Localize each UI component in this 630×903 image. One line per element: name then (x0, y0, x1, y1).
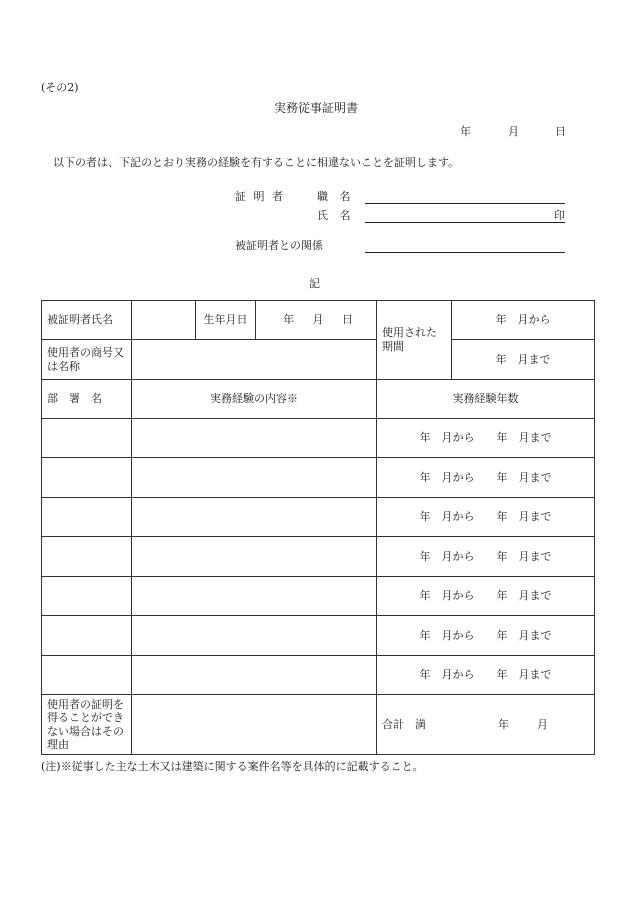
range-cell[interactable]: 年 月から 年 月まで (377, 616, 595, 656)
birthdate-field[interactable] (256, 301, 377, 340)
ki-heading: 記 (309, 277, 320, 290)
page-number: (その2) (41, 81, 79, 94)
document-title: 実務従事証明書 (274, 101, 359, 115)
reason-field[interactable] (132, 695, 377, 755)
birthdate-label: 生年月日 (196, 301, 256, 340)
certification-statement: 以下の者は、下記のとおり実務の経験を有することに相違ないことを証明します。 (53, 156, 460, 169)
table-row (42, 498, 595, 537)
range-cell[interactable]: 年 月から 年 月まで (377, 656, 595, 695)
period-from[interactable]: 年 月から (452, 301, 595, 340)
experience-table (41, 300, 595, 755)
relation-field[interactable] (365, 252, 565, 253)
content-cell[interactable] (132, 498, 377, 537)
content-cell[interactable] (132, 537, 377, 577)
position-field[interactable] (365, 203, 565, 204)
person-name-field[interactable] (132, 301, 196, 340)
content-header: 実務経験の内容※ (132, 380, 377, 419)
table-row (42, 419, 595, 458)
content-cell[interactable] (132, 458, 377, 498)
birth-year: 年 (283, 313, 294, 327)
birth-day: 日 (342, 313, 353, 327)
table-row (42, 537, 595, 577)
range-cell[interactable]: 年 月から 年 月まで (377, 537, 595, 577)
years-header: 実務経験年数 (377, 380, 595, 419)
seal-mark: 印 (554, 209, 565, 222)
department-cell[interactable] (42, 458, 132, 498)
range-cell[interactable]: 年 月から 年 月まで (377, 498, 595, 537)
total-year: 年 (498, 717, 509, 731)
name-label: 氏 名 (317, 209, 351, 222)
content-cell[interactable] (132, 656, 377, 695)
total-label: 合計 満 (382, 717, 426, 731)
name-field[interactable] (365, 222, 565, 223)
reason-label: 使用者の証明を得ることができない場合はその理由 (42, 695, 132, 755)
certifier-label: 証 明 者 (235, 190, 283, 203)
content-cell[interactable] (132, 577, 377, 616)
department-cell[interactable] (42, 616, 132, 656)
department-cell[interactable] (42, 419, 132, 458)
position-label: 職 名 (317, 190, 351, 203)
table-row (42, 458, 595, 498)
range-cell[interactable]: 年 月から 年 月まで (377, 577, 595, 616)
range-cell[interactable]: 年 月から 年 月まで (377, 458, 595, 498)
table-row (42, 656, 595, 695)
employer-field[interactable] (132, 340, 377, 380)
content-cell[interactable] (132, 419, 377, 458)
department-cell[interactable] (42, 577, 132, 616)
department-header: 部 署 名 (42, 380, 132, 419)
range-cell[interactable]: 年 月から 年 月まで (377, 419, 595, 458)
date-month: 月 (508, 125, 519, 138)
total-cell[interactable] (377, 695, 595, 755)
date-day: 日 (555, 125, 566, 138)
table-row (42, 577, 595, 616)
relation-label: 被証明者との関係 (235, 239, 323, 252)
date-year: 年 (460, 125, 471, 138)
content-cell[interactable] (132, 616, 377, 656)
birth-month: 月 (312, 313, 324, 327)
period-to[interactable]: 年 月まで (452, 340, 595, 380)
person-name-label: 被証明者氏名 (42, 301, 132, 340)
department-cell[interactable] (42, 537, 132, 577)
department-cell[interactable] (42, 498, 132, 537)
total-month: 月 (537, 717, 548, 731)
employer-label: 使用者の商号又は名称 (42, 340, 132, 380)
footnote: (注)※従事した主な土木又は建築に関する案件名等を具体的に記載すること。 (41, 760, 424, 773)
table-row (42, 616, 595, 656)
department-cell[interactable] (42, 656, 132, 695)
employment-period-label: 使用された期間 (377, 301, 452, 380)
